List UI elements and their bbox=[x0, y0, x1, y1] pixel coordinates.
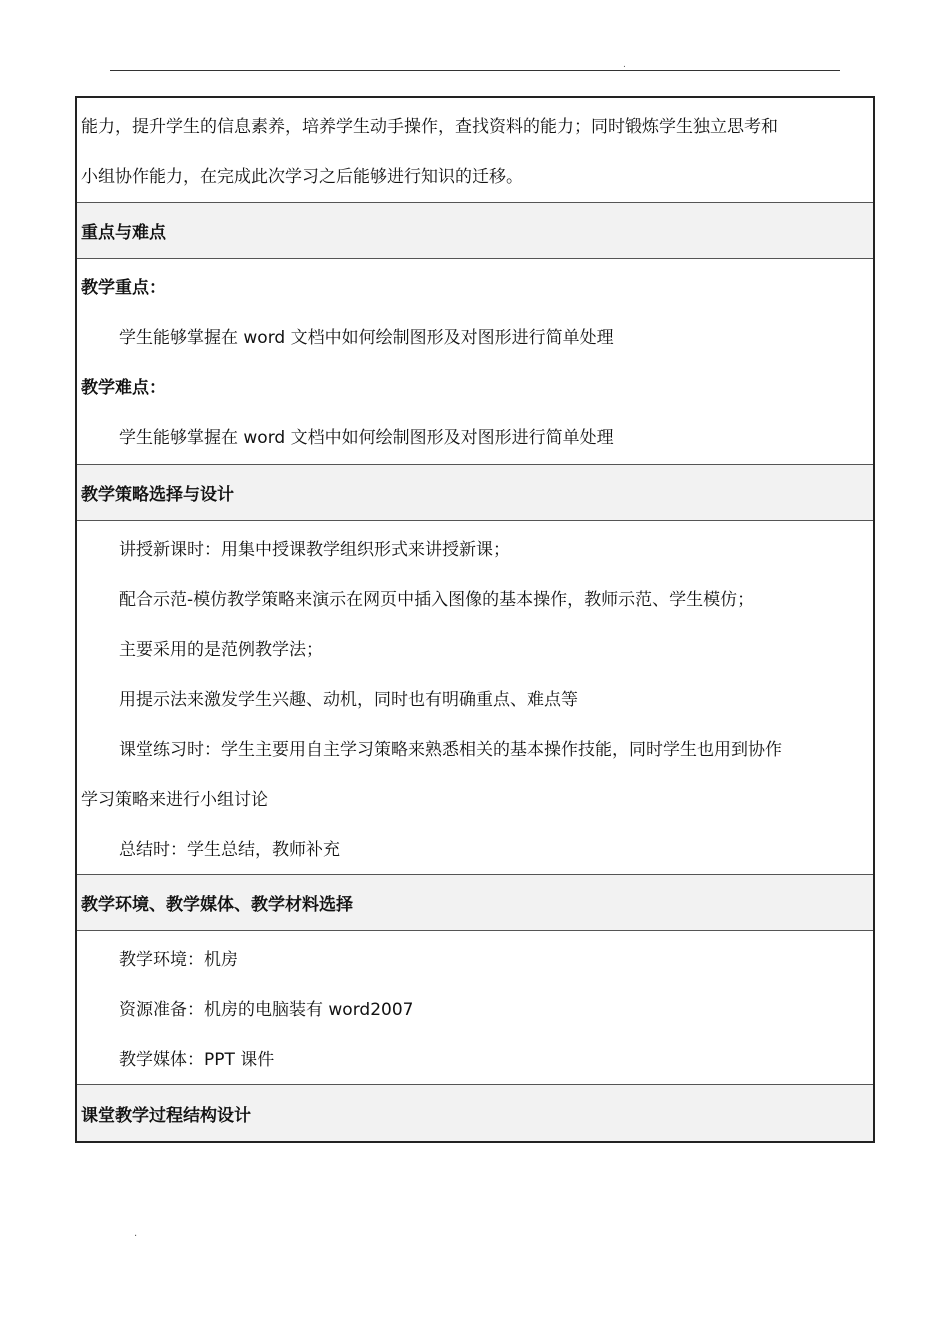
header-mark: . bbox=[623, 60, 626, 70]
intro-line-2: 小组协作能力，在完成此次学习之后能够进行知识的迁移。 bbox=[81, 167, 523, 187]
strategy-line: 配合示范-模仿教学策略来演示在网页中插入图像的基本操作，教师示范、学生模仿； bbox=[119, 590, 755, 610]
key-points-cell bbox=[77, 259, 873, 465]
focus-text: 学生能够掌握在 word 文档中如何绘制图形及对图形进行简单处理 bbox=[119, 328, 614, 348]
strategy-line: 用提示法来激发学生兴趣、动机，同时也有明确重点、难点等 bbox=[119, 690, 578, 710]
header-rule bbox=[110, 70, 840, 71]
environment-line: 资源准备：机房的电脑装有 word2007 bbox=[119, 1000, 414, 1020]
environment-line: 教学媒体：PPT 课件 bbox=[119, 1050, 275, 1070]
focus-label: 教学重点： bbox=[81, 278, 166, 298]
strategy-line: 总结时：学生总结，教师补充 bbox=[119, 840, 340, 860]
environment-cell bbox=[77, 931, 873, 1085]
strategy-line: 主要采用的是范例教学法； bbox=[119, 640, 323, 660]
strategy-line: 课堂练习时：学生主要用自主学习策略来熟悉相关的基本操作技能，同时学生也用到协作 bbox=[119, 740, 782, 760]
environment-line: 教学环境：机房 bbox=[119, 950, 238, 970]
section-heading-environment: 教学环境、教学媒体、教学材料选择 bbox=[77, 875, 873, 931]
intro-line-1: 能力，提升学生的信息素养，培养学生动手操作，查找资料的能力；同时锻炼学生独立思考和 bbox=[81, 117, 778, 137]
section-heading-strategy: 教学策略选择与设计 bbox=[77, 465, 873, 521]
footer-mark: . bbox=[134, 1228, 138, 1239]
difficulty-label: 教学难点： bbox=[81, 378, 166, 398]
lesson-plan-table bbox=[75, 96, 875, 1143]
section-heading-key-points: 重点与难点 bbox=[77, 203, 873, 259]
strategy-line-continued: 学习策略来进行小组讨论 bbox=[81, 790, 268, 810]
strategy-cell bbox=[77, 521, 873, 875]
strategy-line: 讲授新课时：用集中授课教学组织形式来讲授新课； bbox=[119, 540, 510, 560]
intro-cell bbox=[77, 98, 873, 203]
section-heading-process: 课堂教学过程结构设计 bbox=[77, 1085, 873, 1141]
difficulty-text: 学生能够掌握在 word 文档中如何绘制图形及对图形进行简单处理 bbox=[119, 428, 614, 448]
